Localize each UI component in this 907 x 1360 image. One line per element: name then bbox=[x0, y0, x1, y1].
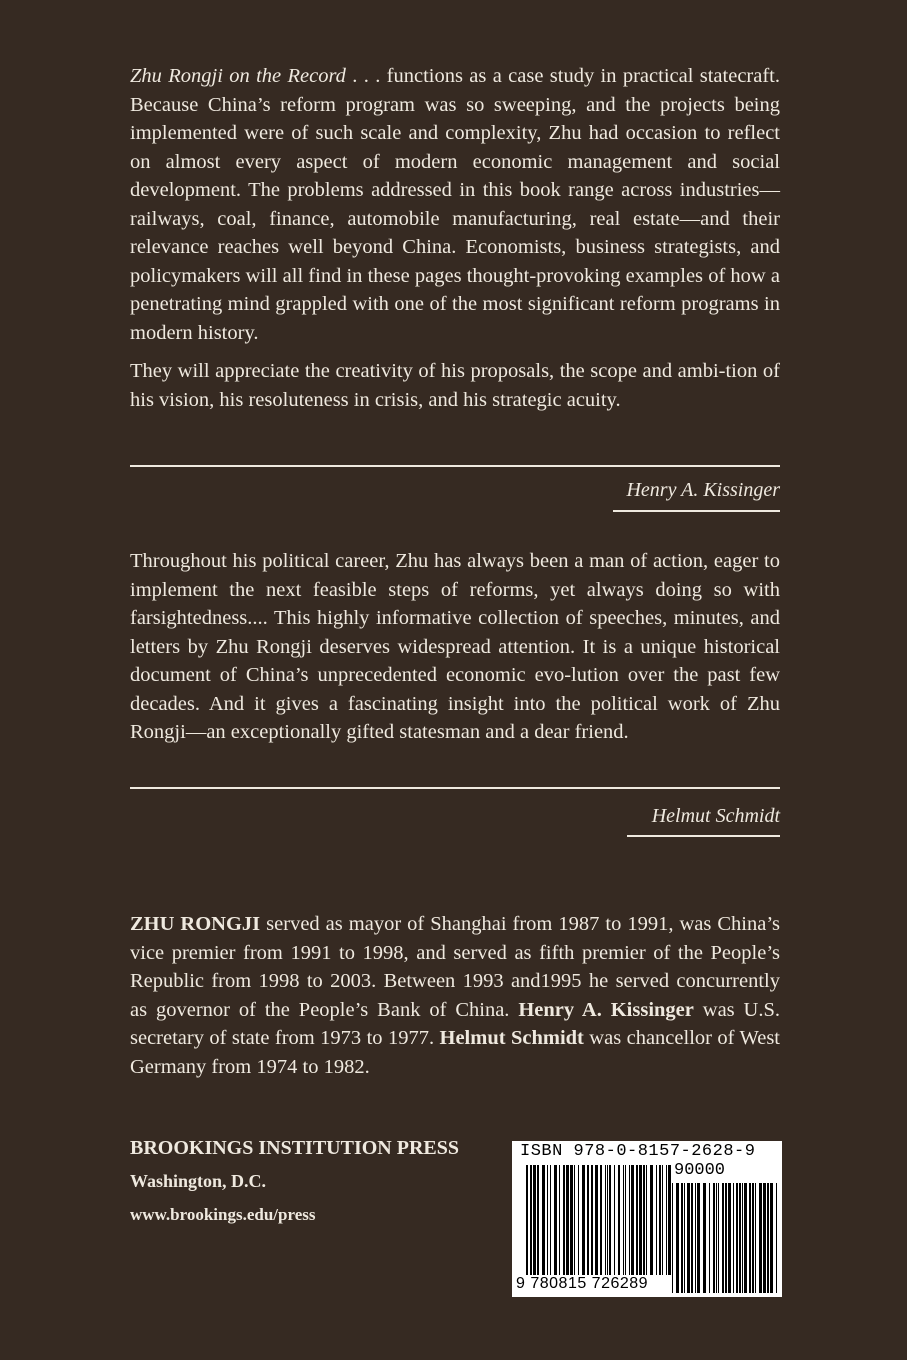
barcode-bar bbox=[744, 1183, 747, 1293]
barcode-bar bbox=[716, 1183, 717, 1293]
barcode-bar bbox=[718, 1183, 719, 1293]
barcode-bar bbox=[559, 1165, 560, 1275]
publisher-url: www.brookings.edu/press bbox=[130, 1205, 316, 1224]
barcode-bar bbox=[578, 1165, 579, 1275]
barcode-bar bbox=[668, 1165, 671, 1275]
barcode-bar bbox=[695, 1183, 696, 1293]
barcode-bar bbox=[563, 1165, 565, 1275]
barcode-bar bbox=[591, 1165, 593, 1275]
barcode-bar bbox=[684, 1183, 685, 1293]
barcode-bar bbox=[618, 1165, 620, 1275]
barcode-bar bbox=[554, 1165, 557, 1275]
barcode-bar bbox=[631, 1165, 634, 1275]
price-addon-code: 90000 bbox=[674, 1161, 726, 1180]
barcode-bar bbox=[623, 1165, 624, 1275]
barcode-bar bbox=[636, 1165, 638, 1275]
barcode-bar bbox=[666, 1165, 667, 1275]
isbn-label: ISBN 978-0-8157-2628-9 bbox=[520, 1142, 756, 1161]
barcode-bar bbox=[530, 1165, 532, 1275]
barcode-bar bbox=[755, 1183, 756, 1293]
isbn-barcode bbox=[512, 1141, 782, 1297]
book-title: Zhu Rongji on the Record bbox=[130, 65, 346, 87]
barcode-bar bbox=[736, 1183, 738, 1293]
barcode-bar bbox=[570, 1165, 573, 1275]
barcode-bar bbox=[687, 1183, 690, 1293]
barcode-bar bbox=[533, 1165, 536, 1275]
barcode-bar bbox=[574, 1165, 575, 1275]
barcode-bar bbox=[697, 1183, 700, 1293]
schmidt-attribution: Helmut Schmidt bbox=[651, 805, 780, 827]
barcode-bar bbox=[739, 1183, 741, 1293]
barcode-digits: 9 780815 726289 bbox=[516, 1275, 649, 1292]
barcode-bar bbox=[595, 1165, 598, 1275]
divider bbox=[627, 835, 780, 837]
barcode-bar bbox=[542, 1165, 545, 1275]
barcode-bar bbox=[582, 1165, 585, 1275]
barcode-bar bbox=[681, 1183, 683, 1293]
barcode-bar bbox=[656, 1165, 657, 1275]
barcode-bar bbox=[646, 1165, 647, 1275]
barcode-bar bbox=[728, 1183, 731, 1293]
schmidt-blurb bbox=[130, 547, 780, 747]
kissinger-quote-paragraph-2: They will appreciate the creativity of his proposals, the scope and ambi-tion of his vision, his resoluteness in crisis, and his strategic acuity. bbox=[130, 360, 780, 411]
barcode-bar bbox=[587, 1165, 589, 1275]
barcode-bar bbox=[609, 1165, 611, 1275]
barcode-bar bbox=[639, 1165, 642, 1275]
barcode-bar bbox=[550, 1165, 551, 1275]
barcode-bar bbox=[547, 1165, 548, 1275]
barcode-bar bbox=[703, 1183, 706, 1293]
barcode-bar bbox=[625, 1165, 626, 1275]
divider bbox=[130, 787, 780, 789]
barcode-bar bbox=[759, 1183, 762, 1293]
barcode-bar bbox=[749, 1183, 751, 1293]
barcode-bar bbox=[722, 1183, 724, 1293]
divider bbox=[130, 465, 780, 467]
barcode-bar bbox=[752, 1183, 754, 1293]
barcode-bar bbox=[733, 1183, 734, 1293]
barcode-bar bbox=[776, 1183, 777, 1293]
barcode-bar bbox=[767, 1183, 769, 1293]
barcode-bar bbox=[763, 1183, 766, 1293]
barcode-bar bbox=[643, 1165, 645, 1275]
author-bios bbox=[130, 910, 780, 1081]
publisher-city: Washington, D.C. bbox=[130, 1171, 267, 1191]
kissinger-attribution: Henry A. Kissinger bbox=[626, 479, 780, 501]
barcode-bar bbox=[600, 1165, 602, 1275]
kissinger-quote-paragraph-1: Zhu Rongji on the Record . . . functions as a case study in practical statecraft. Because China’s reform program was so sweeping, and the projects being implemented were of such scale and complexity, Zhu had occasion to reflect on almost every aspect of modern economic management and social development. The problems addressed in this book range across industries—railways, coal, finance, automobile manufacturing, real estate—and their relevance reaches well beyond China. Economists, business strategists, and policymakers will all find in these pages thought-provoking examples of how a penetrating mind grappled with one of the most significant reform programs in modern history. bbox=[130, 65, 780, 344]
barcode-bar bbox=[650, 1165, 653, 1275]
barcode-bar bbox=[770, 1183, 773, 1293]
barcode-bars bbox=[512, 1141, 782, 1297]
barcode-bar bbox=[691, 1183, 693, 1293]
divider bbox=[613, 510, 780, 512]
barcode-bar bbox=[662, 1165, 663, 1275]
barcode-bar bbox=[614, 1165, 615, 1275]
barcode-bar bbox=[672, 1183, 673, 1293]
barcode-bar bbox=[659, 1165, 661, 1275]
barcode-bar bbox=[742, 1183, 743, 1293]
bio-paragraph: ZHU RONGJI served as mayor of Shanghai from 1987 to 1991, was China’s vice premier from 1991 to 1998, and served as fifth premier of the People’s Republic from 1998 to 2003. Between 1993 and1995 he served concurrently as governor of the People’s Bank of China. Henry A. Kissinger was U.S. secretary of state from 1973 to 1977. Helmut Schmidt was chancellor of West Germany from 1974 to 1982. bbox=[130, 913, 781, 1078]
barcode-bar bbox=[676, 1183, 679, 1293]
barcode-bar bbox=[526, 1165, 528, 1275]
barcode-bar bbox=[537, 1165, 539, 1275]
barcode-bar bbox=[605, 1165, 606, 1275]
barcode-bar bbox=[725, 1183, 727, 1293]
barcode-bar bbox=[629, 1165, 630, 1275]
barcode-bar bbox=[607, 1165, 608, 1275]
kissinger-blurb bbox=[130, 62, 780, 414]
barcode-bar bbox=[709, 1183, 710, 1293]
barcode-bar bbox=[713, 1183, 715, 1293]
publisher-name: BROOKINGS INSTITUTION PRESS bbox=[130, 1137, 459, 1159]
barcode-bar bbox=[566, 1165, 569, 1275]
schmidt-quote-paragraph: Throughout his political career, Zhu has always been a man of action, eager to implement the next feasible steps of reforms, yet always doing so with farsightedness.... This highly informative collection of speeches, minutes, and letters by Zhu Rongji deserves widespread attention. It is a unique historical document of China’s unprecedented economic evo-lution over the past few decades. And it gives a fascinating insight into the political work of Zhu Rongji—an exceptionally gifted statesman and a dear friend. bbox=[130, 550, 780, 743]
